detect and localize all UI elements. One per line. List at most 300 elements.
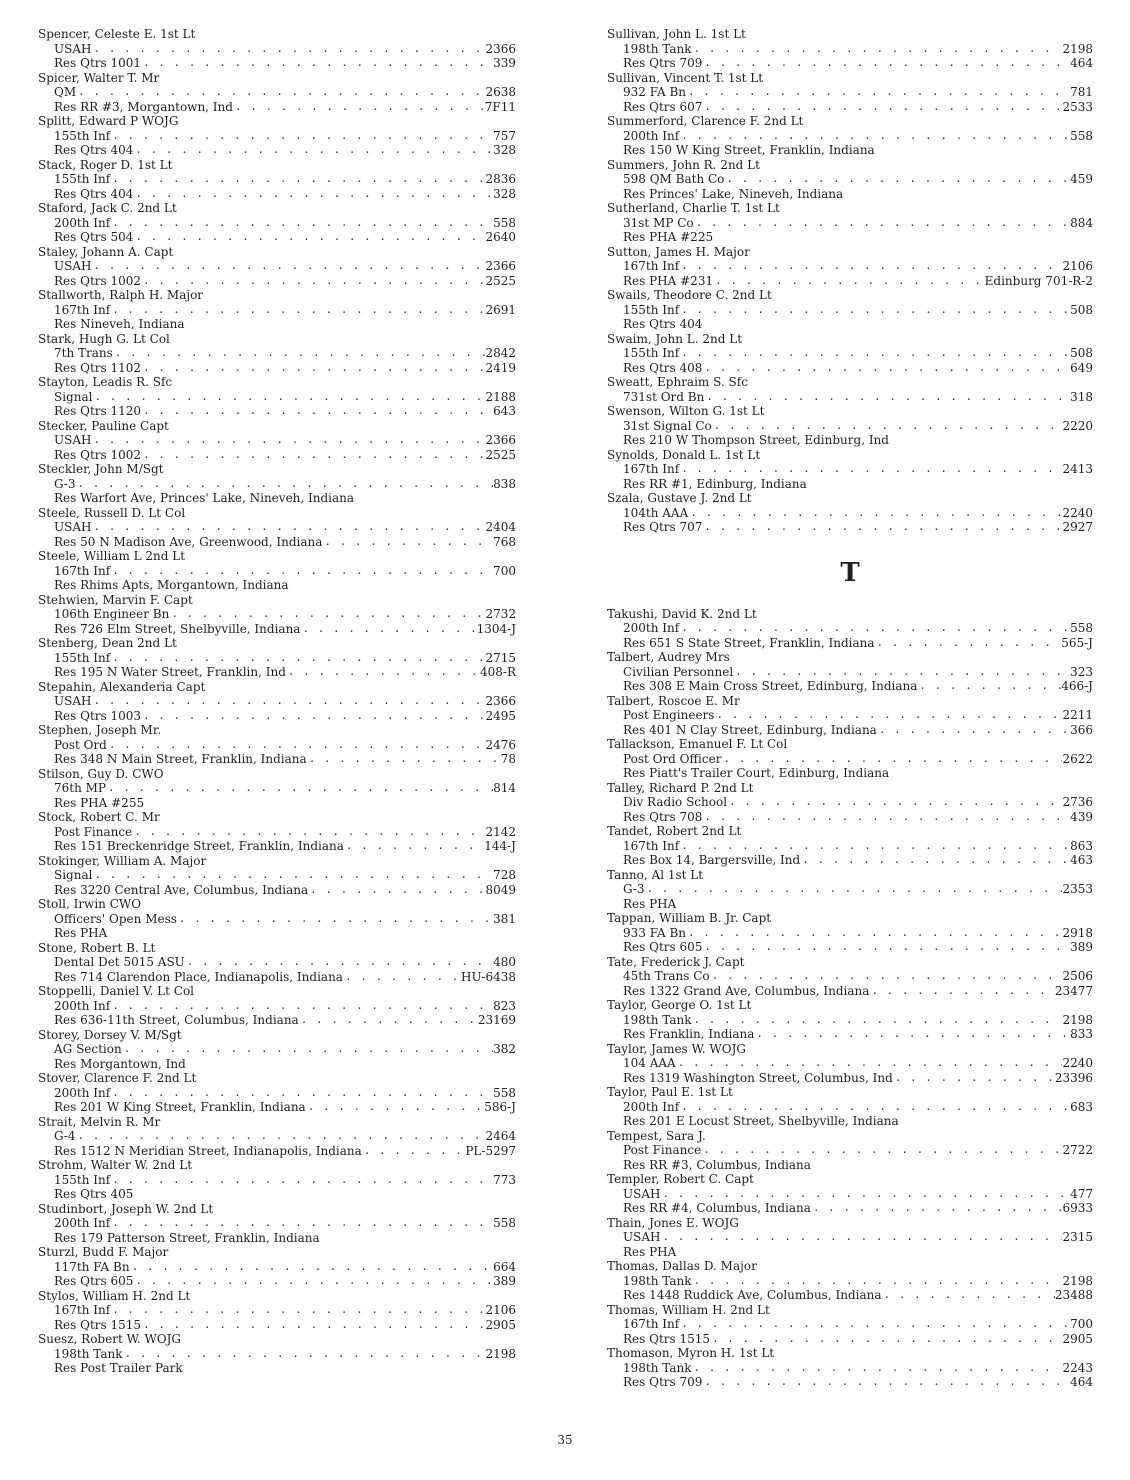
dot-leader bbox=[694, 216, 1070, 231]
dot-leader bbox=[106, 781, 493, 796]
directory-entry bbox=[607, 375, 1093, 404]
entry-line-number: 2622 bbox=[1062, 751, 1093, 766]
dot-leader bbox=[692, 42, 1063, 57]
entry-line-label: Res RR #1, Edinburg, Indiana bbox=[623, 476, 807, 491]
entry-line-label: 167th Inf bbox=[623, 1317, 680, 1331]
entry-name: Swaim, John L. 2nd Lt bbox=[607, 331, 743, 346]
entry-line bbox=[38, 825, 516, 840]
dot-leader bbox=[800, 853, 1070, 868]
entry-line bbox=[38, 781, 516, 796]
entry-line-label: Res Qtrs 708 bbox=[623, 809, 703, 824]
entry-line-number: 700 bbox=[1070, 1317, 1093, 1331]
entry-line bbox=[607, 143, 1093, 158]
entry-line-label: 155th Inf bbox=[623, 302, 680, 317]
entry-line bbox=[38, 404, 516, 419]
dot-leader bbox=[714, 708, 1062, 723]
entry-line bbox=[38, 100, 516, 115]
entry-line-label: Res PHA #231 bbox=[623, 273, 714, 288]
entry-line-label: Officers' Open Mess bbox=[54, 911, 177, 926]
entry-line-number: 728 bbox=[493, 868, 516, 882]
dot-leader bbox=[710, 1332, 1062, 1347]
entry-name: Szala, Gustave J. 2nd Lt bbox=[607, 491, 752, 505]
entry-line-label: G-3 bbox=[623, 882, 645, 896]
entry-line-label: 45th Trans Co bbox=[623, 969, 710, 983]
entry-line-number: 2525 bbox=[485, 447, 516, 462]
entry-line bbox=[38, 1173, 516, 1188]
entry-line-number: 323 bbox=[1070, 664, 1093, 679]
entry-line-label: Res Qtrs 1003 bbox=[54, 708, 142, 723]
entry-name: Staley, Johann A. Capt bbox=[38, 244, 174, 259]
entry-line-label: 200th Inf bbox=[623, 621, 680, 635]
entry-line-number: 8049 bbox=[485, 882, 516, 897]
entry-line-label: Res RR #4, Columbus, Indiana bbox=[623, 1201, 811, 1215]
entry-line-number: 459 bbox=[1070, 172, 1093, 186]
entry-line-number: 2495 bbox=[485, 708, 516, 723]
entry-line bbox=[38, 1086, 516, 1101]
directory-entry bbox=[38, 375, 516, 419]
entry-line bbox=[607, 1158, 1093, 1173]
entry-line-label: 104th AAA bbox=[623, 505, 689, 520]
entry-line-number: 508 bbox=[1070, 302, 1093, 317]
entry-name: Storey, Dorsey V. M/Sgt bbox=[38, 1027, 182, 1042]
entry-name: Templer, Robert C. Capt bbox=[607, 1172, 754, 1186]
entry-line-number: 318 bbox=[1070, 389, 1093, 404]
entry-line-label: Res 348 N Main Street, Franklin, Indiana bbox=[54, 752, 307, 766]
entry-line-label: Res Qtrs 1102 bbox=[54, 360, 142, 375]
dot-leader bbox=[110, 1303, 485, 1318]
entry-line-number: 1304-J bbox=[476, 621, 516, 636]
entry-line bbox=[607, 621, 1093, 636]
directory-entry bbox=[607, 71, 1093, 115]
entry-line-number: 508 bbox=[1070, 346, 1093, 360]
dot-leader bbox=[185, 317, 516, 332]
entry-line-label: 198th Tank bbox=[54, 1346, 123, 1361]
entry-line-label: Res PHA bbox=[623, 1244, 677, 1259]
entry-line bbox=[38, 955, 516, 970]
entry-line-number: 480 bbox=[493, 955, 516, 969]
entry-line-number: 328 bbox=[493, 143, 516, 157]
dot-leader bbox=[692, 1361, 1063, 1376]
dot-leader bbox=[917, 679, 1061, 694]
dot-leader bbox=[132, 825, 485, 840]
directory-entry bbox=[607, 824, 1093, 868]
entry-line bbox=[607, 795, 1093, 810]
left-column bbox=[38, 27, 516, 1376]
entry-name: Stenberg, Dean 2nd Lt bbox=[38, 636, 177, 650]
entry-line-label: 198th Tank bbox=[623, 1360, 692, 1375]
entry-line bbox=[607, 839, 1093, 854]
entry-line bbox=[607, 1114, 1093, 1129]
directory-entry bbox=[607, 491, 1093, 535]
entry-line-number: 2315 bbox=[1062, 1230, 1093, 1244]
entry-line bbox=[38, 317, 516, 332]
dot-leader bbox=[679, 462, 1062, 477]
entry-name: Stone, Robert B. Lt bbox=[38, 940, 156, 955]
entry-line-label: USAH bbox=[54, 41, 92, 56]
dot-leader bbox=[875, 636, 1062, 651]
entry-name: Talbert, Audrey Mrs bbox=[607, 650, 730, 664]
entry-line-number: 2366 bbox=[485, 694, 516, 708]
entry-line bbox=[607, 984, 1093, 999]
dot-leader bbox=[889, 766, 1093, 781]
entry-line bbox=[38, 1361, 516, 1376]
entry-line-label: Res Princes' Lake, Nineveh, Indiana bbox=[623, 186, 844, 201]
entry-line bbox=[38, 665, 516, 680]
dot-leader bbox=[702, 810, 1070, 825]
entry-name: Thain, Jones E. WOJG bbox=[607, 1215, 739, 1230]
entry-name: Stallworth, Ralph H. Major bbox=[38, 288, 204, 302]
entry-line bbox=[38, 651, 516, 666]
dot-leader bbox=[113, 346, 486, 361]
entry-line-label: Res RR #3, Columbus, Indiana bbox=[623, 1157, 811, 1172]
entry-line-number: 23477 bbox=[1054, 983, 1093, 998]
entry-line-label: Res Qtrs 404 bbox=[54, 186, 134, 201]
entry-line-label: Res Post Trailer Park bbox=[54, 1361, 183, 1375]
entry-line-label: Res Nineveh, Indiana bbox=[54, 317, 185, 331]
entry-name: Thomas, William H. 2nd Lt bbox=[607, 1302, 770, 1317]
entry-line bbox=[607, 1361, 1093, 1376]
dot-leader bbox=[300, 622, 476, 637]
entry-line-label: 7th Trans bbox=[54, 346, 113, 360]
entry-line bbox=[607, 723, 1093, 738]
entry-name: Summerford, Clarence F. 2nd Lt bbox=[607, 114, 804, 128]
entry-line-label: 167th Inf bbox=[54, 1303, 111, 1317]
entry-line-label: Res PHA #255 bbox=[54, 795, 145, 810]
entry-line-label: 200th Inf bbox=[54, 1085, 111, 1100]
entry-line bbox=[38, 578, 516, 593]
entry-line-label: G-4 bbox=[54, 1129, 76, 1143]
entry-line-label: USAH bbox=[623, 1186, 661, 1201]
entry-line bbox=[607, 636, 1093, 651]
dot-leader bbox=[110, 303, 485, 318]
entry-line-number: 2366 bbox=[485, 433, 516, 447]
directory-entry bbox=[38, 114, 516, 158]
entry-line bbox=[38, 1347, 516, 1362]
entry-line bbox=[607, 419, 1093, 434]
dot-leader bbox=[169, 607, 485, 622]
entry-line-label: USAH bbox=[623, 1230, 661, 1244]
entry-line bbox=[38, 868, 516, 883]
entry-name: Swenson, Wilton G. 1st Lt bbox=[607, 404, 765, 418]
entry-name: Spencer, Celeste E. 1st Lt bbox=[38, 27, 196, 41]
dot-leader bbox=[702, 361, 1070, 376]
entry-line bbox=[607, 216, 1093, 231]
entry-name: Stoll, Irwin CWO bbox=[38, 897, 142, 911]
entry-name: Sturzl, Budd F. Major bbox=[38, 1245, 169, 1259]
entry-line bbox=[38, 303, 516, 318]
entry-line-label: USAH bbox=[54, 520, 92, 534]
dot-leader bbox=[107, 926, 516, 941]
entry-line-label: Div Radio School bbox=[623, 795, 728, 809]
entry-name: Spicer, Walter T. Mr bbox=[38, 70, 160, 85]
entry-line bbox=[607, 230, 1093, 245]
directory-entry bbox=[607, 1042, 1093, 1086]
entry-line-number: 23396 bbox=[1054, 1070, 1093, 1085]
entry-line-number: 2715 bbox=[485, 650, 516, 665]
entry-line-number: 2211 bbox=[1062, 708, 1093, 722]
entry-line-number: 2240 bbox=[1062, 1056, 1093, 1070]
entry-name: Talbert, Roscoe E. Mr bbox=[607, 693, 740, 708]
directory-entry bbox=[607, 288, 1093, 332]
entry-line bbox=[38, 1013, 516, 1028]
dot-leader bbox=[110, 651, 485, 666]
dot-leader bbox=[713, 274, 985, 289]
entry-line-label: Res Qtrs 707 bbox=[623, 520, 703, 534]
entry-name: Swails, Theodore C. 2nd Lt bbox=[607, 288, 772, 302]
entry-line-number: 2220 bbox=[1062, 418, 1093, 433]
entry-line-label: 200th Inf bbox=[623, 128, 680, 143]
entry-line bbox=[607, 477, 1093, 492]
directory-entry bbox=[607, 1346, 1093, 1390]
entry-line bbox=[38, 883, 516, 898]
entry-line-label: Res Qtrs 709 bbox=[623, 1375, 703, 1389]
entry-line bbox=[607, 1056, 1093, 1071]
directory-entry bbox=[607, 201, 1093, 245]
entry-line-label: Res Qtrs 1002 bbox=[54, 273, 142, 288]
entry-line bbox=[38, 433, 516, 448]
entry-line-number: 700 bbox=[493, 563, 516, 578]
dot-leader bbox=[76, 1129, 486, 1144]
entry-line-number: 389 bbox=[493, 1274, 516, 1288]
entry-line-label: Res 195 N Water Street, Franklin, Ind bbox=[54, 665, 286, 679]
entry-line-label: Res 651 S State Street, Franklin, Indiana bbox=[623, 635, 875, 650]
entry-name: Strohm, Walter W. 2nd Lt bbox=[38, 1158, 193, 1172]
entry-name: Thomason, Myron H. 1st Lt bbox=[607, 1346, 775, 1360]
entry-line bbox=[38, 970, 516, 985]
dot-leader bbox=[702, 56, 1070, 71]
dot-leader bbox=[122, 1042, 493, 1057]
dot-leader bbox=[133, 1274, 493, 1289]
directory-entry bbox=[38, 723, 516, 767]
entry-name: Stayton, Leadis R. Sfc bbox=[38, 375, 173, 389]
directory-entry bbox=[38, 506, 516, 550]
dot-leader bbox=[320, 1231, 516, 1246]
entry-line-number: PL-5297 bbox=[465, 1143, 516, 1158]
entry-line-number: 558 bbox=[1070, 621, 1093, 635]
entry-line-label: 155th Inf bbox=[54, 128, 111, 143]
entry-line-number: 439 bbox=[1070, 809, 1093, 824]
dot-leader bbox=[724, 172, 1070, 187]
dot-leader bbox=[110, 1216, 493, 1231]
entry-line-label: 104 AAA bbox=[623, 1056, 676, 1070]
dot-leader bbox=[710, 969, 1063, 984]
dot-leader bbox=[676, 1245, 1093, 1260]
directory-entry bbox=[607, 1085, 1093, 1129]
directory-entry bbox=[607, 650, 1093, 694]
dot-leader bbox=[354, 491, 516, 506]
dot-leader bbox=[702, 940, 1070, 955]
entry-name: Synolds, Donald L. 1st Lt bbox=[607, 447, 761, 462]
section-heading: T bbox=[840, 557, 860, 588]
entry-line bbox=[607, 42, 1093, 57]
directory-entry bbox=[607, 332, 1093, 376]
entry-line-label: Post Ord Officer bbox=[623, 751, 722, 766]
directory-entry bbox=[38, 549, 516, 593]
entry-line bbox=[607, 1187, 1093, 1202]
entry-line-label: Res Qtrs 404 bbox=[54, 143, 134, 157]
entry-line-label: Res 401 N Clay Street, Edinburg, Indiana bbox=[623, 722, 877, 737]
entry-line-label: Res Warfort Ave, Princes' Lake, Nineveh, Indiana bbox=[54, 491, 355, 505]
dot-leader bbox=[701, 1143, 1062, 1158]
entry-name: Stepahin, Alexanderia Capt bbox=[38, 679, 206, 694]
directory-entry bbox=[38, 810, 516, 854]
entry-line-number: 2404 bbox=[485, 520, 516, 534]
entry-name: Thomas, Dallas D. Major bbox=[607, 1259, 757, 1273]
entry-line-label: 155th Inf bbox=[54, 172, 111, 186]
entry-line-number: 664 bbox=[493, 1259, 516, 1274]
directory-entry bbox=[38, 1158, 516, 1202]
dot-leader bbox=[141, 709, 485, 724]
entry-line bbox=[607, 897, 1093, 912]
entry-name: Tandet, Robert 2nd Lt bbox=[607, 824, 742, 838]
entry-line-label: Res Qtrs 504 bbox=[54, 230, 134, 244]
dot-leader bbox=[92, 390, 485, 405]
directory-entry bbox=[607, 911, 1093, 955]
entry-line bbox=[38, 1318, 516, 1333]
entry-line-label: Res Qtrs 1120 bbox=[54, 404, 142, 418]
entry-name: Suesz, Robert W. WOJG bbox=[38, 1332, 182, 1346]
entry-line bbox=[607, 665, 1093, 680]
directory-entry bbox=[607, 1129, 1093, 1173]
entry-line-label: 933 FA Bn bbox=[623, 925, 687, 940]
entry-line bbox=[38, 1260, 516, 1275]
entry-line-label: 198th Tank bbox=[623, 41, 692, 56]
entry-name: Steckler, John M/Sgt bbox=[38, 462, 164, 476]
dot-leader bbox=[141, 448, 485, 463]
entry-line-label: 106th Engineer Bn bbox=[54, 607, 170, 621]
entry-line-number: 2198 bbox=[1062, 1012, 1093, 1027]
entry-line-label: USAH bbox=[54, 694, 92, 708]
directory-entry bbox=[38, 245, 516, 289]
dot-leader bbox=[141, 56, 493, 71]
entry-line bbox=[607, 926, 1093, 941]
directory-entry bbox=[607, 955, 1093, 999]
entry-line-label: Res RR #3, Morgantown, Ind bbox=[54, 99, 233, 114]
entry-line bbox=[607, 433, 1093, 448]
entry-line-number: 463 bbox=[1070, 853, 1093, 867]
dot-leader bbox=[91, 520, 485, 535]
dot-leader bbox=[91, 42, 485, 57]
entry-line-number: 464 bbox=[1070, 56, 1093, 70]
directory-entry bbox=[607, 404, 1093, 448]
entry-line-number: 23488 bbox=[1054, 1288, 1093, 1302]
dot-leader bbox=[133, 230, 485, 245]
directory-entry bbox=[38, 1115, 516, 1159]
entry-line bbox=[607, 1013, 1093, 1028]
dot-leader bbox=[286, 665, 480, 680]
entry-name: Taylor, James W. WOJG bbox=[607, 1041, 746, 1056]
entry-name: Stark, Hugh G. Lt Col bbox=[38, 331, 170, 346]
entry-line-label: 167th Inf bbox=[623, 259, 680, 273]
entry-line-number: 2638 bbox=[485, 85, 516, 99]
entry-line-label: Res Rhims Apts, Morgantown, Indiana bbox=[54, 578, 289, 592]
entry-line bbox=[607, 882, 1093, 897]
entry-line bbox=[607, 85, 1093, 100]
entry-line bbox=[38, 912, 516, 927]
entry-line bbox=[607, 1274, 1093, 1289]
entry-line-label: Civilian Personnel bbox=[623, 664, 734, 679]
entry-line bbox=[38, 477, 516, 492]
right-column bbox=[607, 27, 1093, 1390]
entry-line-number: 78 bbox=[500, 752, 516, 766]
entry-line bbox=[38, 491, 516, 506]
entry-line-number: 558 bbox=[493, 1085, 516, 1100]
entry-line bbox=[607, 506, 1093, 521]
entry-line-number: 838 bbox=[493, 476, 516, 491]
dot-leader bbox=[344, 839, 484, 854]
directory-entry bbox=[607, 1216, 1093, 1260]
entry-line-number: 2732 bbox=[485, 607, 516, 621]
entry-line-label: Post Ord bbox=[54, 737, 107, 752]
dot-leader bbox=[362, 1144, 466, 1159]
dot-leader bbox=[110, 216, 493, 231]
entry-line bbox=[607, 853, 1093, 868]
entry-line bbox=[38, 738, 516, 753]
entry-line bbox=[38, 1100, 516, 1115]
entry-line bbox=[38, 752, 516, 767]
entry-name: Stecker, Pauline Capt bbox=[38, 418, 169, 433]
entry-name: Talley, Richard P. 2nd Lt bbox=[607, 780, 754, 795]
entry-line bbox=[607, 1100, 1093, 1115]
dot-leader bbox=[308, 883, 485, 898]
entry-line bbox=[38, 390, 516, 405]
entry-line-label: 200th Inf bbox=[54, 215, 111, 230]
dot-leader bbox=[679, 259, 1062, 274]
dot-leader bbox=[882, 1288, 1055, 1303]
entry-line bbox=[38, 709, 516, 724]
entry-line bbox=[607, 462, 1093, 477]
entry-line bbox=[607, 100, 1093, 115]
directory-entry bbox=[38, 854, 516, 898]
dot-leader bbox=[702, 520, 1062, 535]
dot-leader bbox=[712, 419, 1063, 434]
dot-leader bbox=[645, 882, 1063, 897]
entry-line-number: 2927 bbox=[1062, 520, 1093, 534]
entry-name: Steele, Russell D. Lt Col bbox=[38, 505, 186, 520]
entry-line-label: Dental Det 5015 ASU bbox=[54, 955, 185, 969]
dot-leader bbox=[144, 796, 516, 811]
entry-name: Stehwien, Marvin F. Capt bbox=[38, 592, 193, 607]
entry-line-label: Res 1512 N Meridian Street, Indianapolis, Indiana bbox=[54, 1143, 362, 1158]
dot-leader bbox=[76, 477, 494, 492]
entry-name: Stoppelli, Daniel V. Lt Col bbox=[38, 984, 195, 998]
entry-line-label: Res PHA bbox=[54, 926, 108, 940]
entry-line bbox=[607, 1288, 1093, 1303]
entry-line-number: 2142 bbox=[485, 824, 516, 839]
entry-name: Takushi, David K. 2nd Lt bbox=[607, 606, 757, 621]
entry-line-number: 408-R bbox=[480, 665, 516, 679]
dot-leader bbox=[183, 1361, 516, 1376]
directory-entry bbox=[607, 737, 1093, 781]
entry-line bbox=[38, 1274, 516, 1289]
entry-line-label: AG Section bbox=[54, 1042, 122, 1056]
entry-line-number: 2736 bbox=[1062, 795, 1093, 809]
entry-line bbox=[607, 1375, 1093, 1390]
entry-line bbox=[38, 1303, 516, 1318]
directory-entry bbox=[38, 288, 516, 332]
directory-entry bbox=[607, 245, 1093, 289]
dot-leader bbox=[123, 1347, 486, 1362]
directory-entry bbox=[607, 1172, 1093, 1216]
entry-line-number: 2240 bbox=[1062, 505, 1093, 520]
dot-leader bbox=[233, 100, 485, 115]
entry-line-number: 2842 bbox=[485, 346, 516, 360]
entry-line-number: 339 bbox=[493, 56, 516, 70]
entry-line-label: 155th Inf bbox=[54, 650, 111, 665]
entry-name: Sutherland, Charlie T. 1st Lt bbox=[607, 201, 780, 215]
directory-entry bbox=[38, 636, 516, 680]
entry-line-label: Res 726 Elm Street, Shelbyville, Indiana bbox=[54, 621, 301, 636]
